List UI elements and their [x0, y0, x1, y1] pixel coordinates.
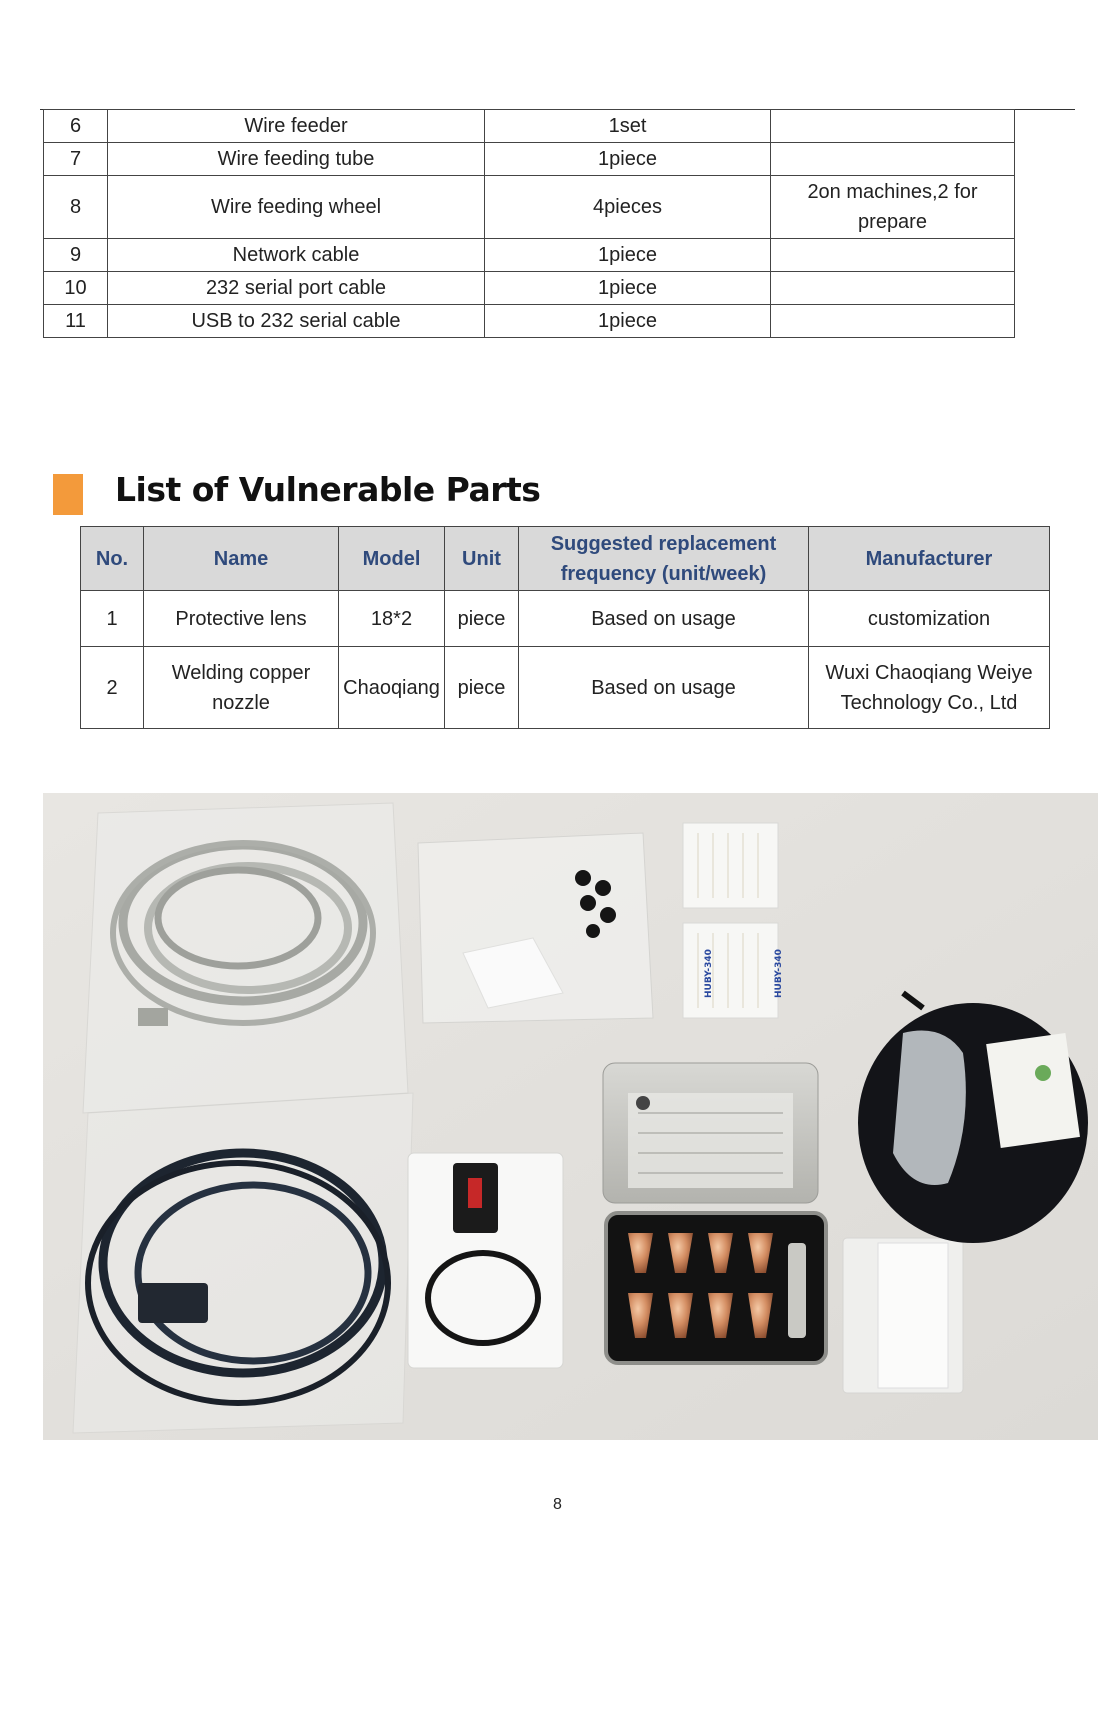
item-quantity: 1piece — [485, 143, 771, 176]
item-note — [771, 110, 1015, 143]
table-header-row — [81, 527, 1050, 591]
item-quantity: 1set — [485, 110, 771, 143]
item-name: 232 serial port cable — [108, 272, 485, 305]
item-note: 2on machines,2 for prepare — [771, 176, 1015, 239]
item-note — [771, 272, 1015, 305]
table-row — [44, 239, 1015, 272]
black-cable-bag — [73, 1093, 413, 1433]
header-frequency: Suggested replacement frequency (unit/week) — [519, 527, 809, 591]
nozzle-tin-lid — [603, 1063, 818, 1203]
table-row — [81, 647, 1050, 729]
part-frequency: Based on usage — [519, 591, 809, 647]
table-row — [44, 143, 1015, 176]
part-manufacturer: Wuxi Chaoqiang Weiye Technology Co., Ltd — [809, 647, 1050, 729]
part-unit: piece — [445, 647, 519, 729]
item-quantity: 1piece — [485, 272, 771, 305]
accessories-table — [43, 109, 1015, 338]
row-number: 7 — [44, 143, 108, 176]
part-frequency: Based on usage — [519, 647, 809, 729]
row-number: 9 — [44, 239, 108, 272]
usb-serial-cable-box — [408, 1153, 563, 1368]
item-note — [771, 143, 1015, 176]
header-manufacturer: Manufacturer — [809, 527, 1050, 591]
part-name: Protective lens — [144, 591, 339, 647]
section-marker — [53, 474, 83, 515]
header-unit: Unit — [445, 527, 519, 591]
network-cable-bag — [83, 803, 408, 1113]
swab-label: HUBY-340 — [704, 949, 714, 998]
item-note — [771, 305, 1015, 338]
accessories-photo-illustration — [43, 793, 1098, 1440]
item-name: Wire feeder — [108, 110, 485, 143]
part-number: 2 — [81, 647, 144, 729]
row-number: 8 — [44, 176, 108, 239]
swab-label: HUBY-340 — [774, 949, 784, 998]
item-quantity: 1piece — [485, 239, 771, 272]
table-row — [44, 176, 1015, 239]
row-number: 10 — [44, 272, 108, 305]
item-name: Wire feeding tube — [108, 143, 485, 176]
page-number: 8 — [553, 1496, 562, 1513]
copper-nozzle-tin — [606, 1213, 826, 1363]
vulnerable-parts-table — [80, 526, 1050, 729]
part-name: Welding copper nozzle — [144, 647, 339, 729]
header-name: Name — [144, 527, 339, 591]
header-no: No. — [81, 527, 144, 591]
item-name: Wire feeding wheel — [108, 176, 485, 239]
part-model: 18*2 — [339, 591, 445, 647]
table-row — [44, 110, 1015, 143]
consumables-bags — [418, 823, 784, 1023]
item-note — [771, 239, 1015, 272]
section-title: List of Vulnerable Parts — [115, 470, 541, 509]
table-row — [44, 272, 1015, 305]
header-model: Model — [339, 527, 445, 591]
item-quantity: 1piece — [485, 305, 771, 338]
accessories-photo — [43, 793, 1098, 1440]
item-name: Network cable — [108, 239, 485, 272]
part-number: 1 — [81, 591, 144, 647]
table-row — [44, 305, 1015, 338]
item-quantity: 4pieces — [485, 176, 771, 239]
item-name: USB to 232 serial cable — [108, 305, 485, 338]
row-number: 6 — [44, 110, 108, 143]
part-model: Chaoqiang — [339, 647, 445, 729]
table-row — [81, 591, 1050, 647]
clear-lens-box — [843, 1238, 963, 1393]
part-unit: piece — [445, 591, 519, 647]
row-number: 11 — [44, 305, 108, 338]
part-manufacturer: customization — [809, 591, 1050, 647]
